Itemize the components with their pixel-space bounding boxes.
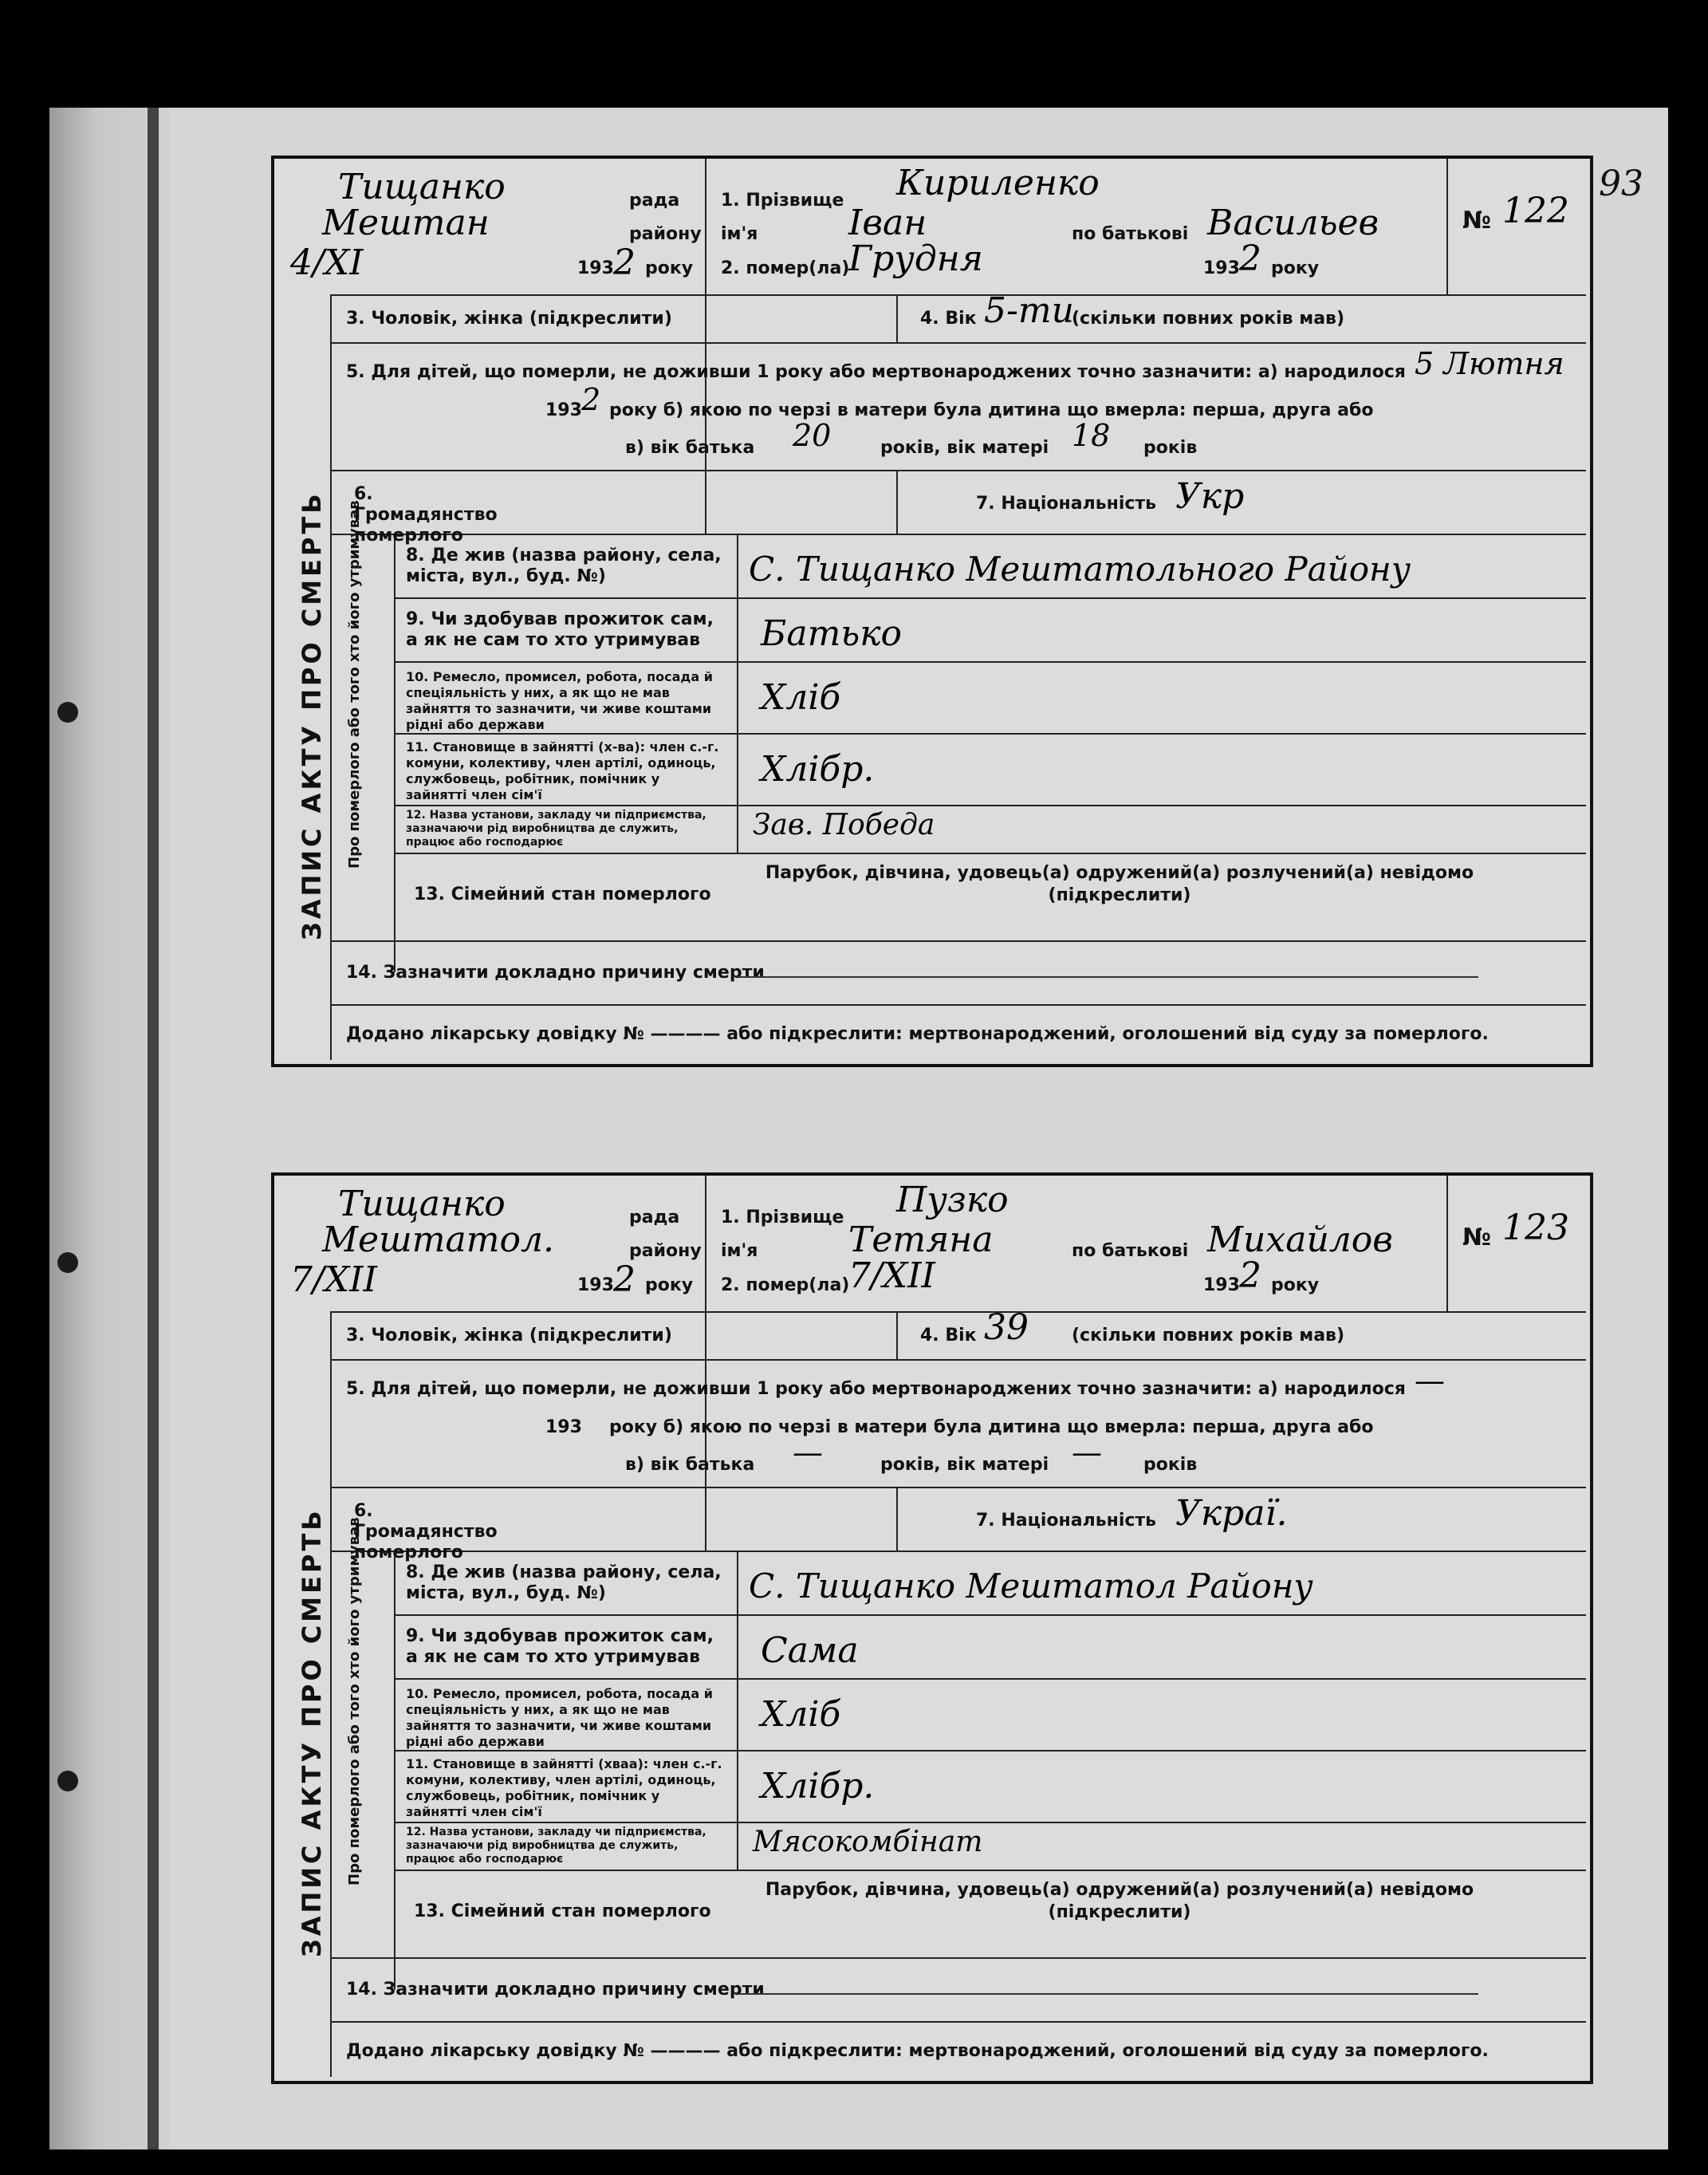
- surname-label: 1. Прізвище: [721, 191, 844, 211]
- children-year-prefix: 193: [545, 1417, 582, 1437]
- livelihood-label: 9. Чи здобував прожиток сам, а як не сам то хто утримував: [406, 1626, 714, 1667]
- sex-label: 3. Чоловік, жінка (підкреслити): [346, 1326, 672, 1346]
- institution-handwritten: Мясокомбінат: [753, 1826, 983, 1858]
- year-label: року: [645, 1275, 694, 1295]
- age-handwritten: 5-ти: [984, 290, 1074, 331]
- residence-handwritten: С. Тищанко Мештатольного Району: [749, 550, 1411, 589]
- year-prefix: 193: [577, 258, 614, 278]
- nationality-label: 7. Національність: [976, 494, 1157, 514]
- rayon-label: району: [629, 224, 702, 244]
- age-handwritten: 39: [984, 1307, 1029, 1348]
- children-father-label: в) вік батька: [625, 438, 755, 458]
- rada-handwritten: Тищанко: [338, 1184, 506, 1224]
- employment-status-handwritten: Хлібр.: [761, 749, 875, 790]
- marital-options: Парубок, дівчина, удовець(а) одружений(а) розлучений(а) невідомо (підкреслити): [765, 1880, 1474, 1922]
- died-handwritten: Грудня: [848, 238, 983, 279]
- rayon-handwritten: Мештатол.: [322, 1219, 554, 1260]
- died-year-handwritten: 2: [1239, 1255, 1261, 1296]
- surname-label: 1. Прізвище: [721, 1208, 844, 1227]
- side-subtitle: Про померлого або того хто його утримував: [346, 500, 363, 869]
- children-year-prefix: 193: [545, 400, 582, 420]
- cause-of-death-label: 14. Зазначити докладно причину смерти: [346, 963, 765, 983]
- children-line2: року б) якою по черзі в матери була дитина що вмерла: перша, друга або: [609, 1417, 1374, 1437]
- occupation-label: 10. Ремесло, промисел, робота, посада й спеціяльність у них, а як що не мав зайняття то зазначити, чи живе коштами рідні або держави: [406, 1686, 713, 1749]
- employment-status-handwritten: Хлібр.: [761, 1766, 875, 1807]
- rada-label: рада: [629, 191, 680, 211]
- died-year-label: року: [1271, 258, 1320, 278]
- children-mother-label: років, вік матері: [880, 1455, 1049, 1475]
- surname-handwritten: Кириленко: [896, 163, 1100, 203]
- nationality-handwritten: Укр: [1175, 476, 1245, 517]
- mother-age-handwritten: 18: [1072, 418, 1111, 453]
- residence-handwritten: С. Тищанко Мештатол Району: [749, 1566, 1313, 1606]
- side-title: ЗАПИС АКТУ ПРО СМЕРТЬ: [297, 1507, 327, 1957]
- institution-label: 12. Назва установи, закладу чи підприємства, зазначаючи рід виробництва де служить, працює або господарює: [406, 1826, 706, 1866]
- citizenship-label: 6. Громадянство померлого: [354, 1501, 498, 1562]
- died-year-prefix: 193: [1203, 258, 1240, 278]
- children-line1: 5. Для дітей, що померли, не доживши 1 року або мертвонароджених точно зазначити: а) народилося: [346, 1379, 1406, 1399]
- patronymic-handwritten: Васильев: [1207, 203, 1379, 243]
- number-label: №: [1462, 1223, 1492, 1251]
- side-subtitle: Про померлого або того хто його утримував: [346, 1517, 363, 1885]
- children-year-handwritten: 2: [581, 382, 601, 417]
- date-handwritten: 4/XI: [290, 242, 364, 283]
- year-handwritten: 2: [613, 1259, 636, 1300]
- livelihood-handwritten: Батько: [761, 613, 903, 654]
- children-years-label: років: [1143, 438, 1198, 458]
- side-title: ЗАПИС АКТУ ПРО СМЕРТЬ: [297, 491, 327, 940]
- cause-of-death-label: 14. Зазначити докладно причину смерти: [346, 1980, 765, 2000]
- number-label: №: [1462, 207, 1492, 234]
- number-handwritten: 122: [1502, 191, 1569, 231]
- died-label: 2. помер(ла): [721, 258, 850, 278]
- residence-label: 8. Де жив (назва району, села, міста, вул., буд. №): [406, 546, 722, 586]
- livelihood-handwritten: Сама: [761, 1630, 859, 1671]
- died-year-label: року: [1271, 1275, 1320, 1295]
- folio-corner: 93: [1599, 164, 1643, 204]
- name-handwritten: Іван: [848, 203, 927, 243]
- age-label: 4. Вік: [920, 309, 977, 329]
- certificate-note: Додано лікарську довідку № ———— або підкреслити: мертвонароджений, оголошений від суду за померлого.: [346, 2041, 1489, 2061]
- marital-label: 13. Сімейний стан померлого: [414, 885, 711, 904]
- citizenship-label: 6. Громадянство померлого: [354, 484, 498, 546]
- age-label: 4. Вік: [920, 1326, 977, 1346]
- year-label: року: [645, 258, 694, 278]
- father-age-handwritten: 20: [793, 418, 832, 453]
- children-mother-label: років, вік матері: [880, 438, 1049, 458]
- age-tail: (скільки повних років мав): [1072, 1326, 1345, 1346]
- died-year-prefix: 193: [1203, 1275, 1240, 1295]
- number-handwritten: 123: [1502, 1208, 1569, 1248]
- binder-hole: [57, 702, 78, 723]
- father-age-handwritten: —: [793, 1435, 823, 1470]
- marital-label: 13. Сімейний стан померлого: [414, 1901, 711, 1921]
- children-born-handwritten: 5 Лютня: [1415, 346, 1564, 381]
- children-line2: року б) якою по черзі в матери була дитина що вмерла: перша, друга або: [609, 400, 1374, 420]
- year-prefix: 193: [577, 1275, 614, 1295]
- rada-handwritten: Тищанко: [338, 167, 506, 207]
- occupation-handwritten: Хліб: [761, 677, 841, 718]
- name-label: ім'я: [721, 1241, 758, 1261]
- certificate-note: Додано лікарську довідку № ———— або підкреслити: мертвонароджений, оголошений від суду за померлого.: [346, 1024, 1489, 1044]
- sex-label: 3. Чоловік, жінка (підкреслити): [346, 309, 672, 329]
- children-line1: 5. Для дітей, що померли, не доживши 1 року або мертвонароджених точно зазначити: а) народилося: [346, 362, 1406, 382]
- died-label: 2. помер(ла): [721, 1275, 850, 1295]
- rayon-label: району: [629, 1241, 702, 1261]
- rada-label: рада: [629, 1208, 680, 1227]
- nationality-handwritten: Украї.: [1175, 1493, 1288, 1534]
- institution-handwritten: Зав. Победа: [753, 809, 935, 841]
- surname-handwritten: Пузко: [896, 1180, 1009, 1220]
- mother-age-handwritten: —: [1072, 1435, 1102, 1470]
- employment-status-label: 11. Становище в зайнятті (х-ва): член с.-г. комуни, колективу, член артілі, одиноць, службовець, робітник, помічник у зайнятті член сім'ї: [406, 739, 719, 802]
- occupation-handwritten: Хліб: [761, 1694, 841, 1735]
- children-born-handwritten: —: [1415, 1363, 1445, 1398]
- children-years-label: років: [1143, 1455, 1198, 1475]
- marital-options: Парубок, дівчина, удовець(а) одружений(а) розлучений(а) невідомо (підкреслити): [765, 863, 1474, 905]
- residence-label: 8. Де жив (назва району, села, міста, вул., буд. №): [406, 1562, 722, 1603]
- livelihood-label: 9. Чи здобував прожиток сам, а як не сам то хто утримував: [406, 609, 714, 650]
- rayon-handwritten: Мештан: [322, 203, 490, 243]
- institution-label: 12. Назва установи, закладу чи підприємства, зазначаючи рід виробництва де служить, працює або господарює: [406, 809, 706, 849]
- date-handwritten: 7/XII: [290, 1259, 377, 1300]
- death-record-form-2: [271, 1172, 1593, 2084]
- patronymic-label: по батькові: [1072, 224, 1189, 244]
- died-handwritten: 7/XII: [848, 1255, 935, 1296]
- age-tail: (скільки повних років мав): [1072, 309, 1345, 329]
- binder-hole: [57, 1252, 78, 1273]
- employment-status-label: 11. Становище в зайнятті (хваа): член с.-г. комуни, колективу, член артілі, одиноць, службовець, робітник, помічник у зайнятті член сім'ї: [406, 1756, 722, 1819]
- died-year-handwritten: 2: [1239, 238, 1261, 279]
- death-record-form-1: [271, 156, 1593, 1067]
- patronymic-label: по батькові: [1072, 1241, 1189, 1261]
- year-handwritten: 2: [613, 242, 636, 283]
- patronymic-handwritten: Михайлов: [1207, 1219, 1393, 1260]
- children-father-label: в) вік батька: [625, 1455, 755, 1475]
- binder-hole: [57, 1771, 78, 1791]
- name-label: ім'я: [721, 224, 758, 244]
- binding-fold: [148, 108, 159, 2149]
- nationality-label: 7. Національність: [976, 1511, 1157, 1531]
- name-handwritten: Тетяна: [848, 1219, 994, 1260]
- occupation-label: 10. Ремесло, промисел, робота, посада й спеціяльність у них, а як що не мав зайняття то зазначити, чи живе коштами рідні або держави: [406, 669, 713, 732]
